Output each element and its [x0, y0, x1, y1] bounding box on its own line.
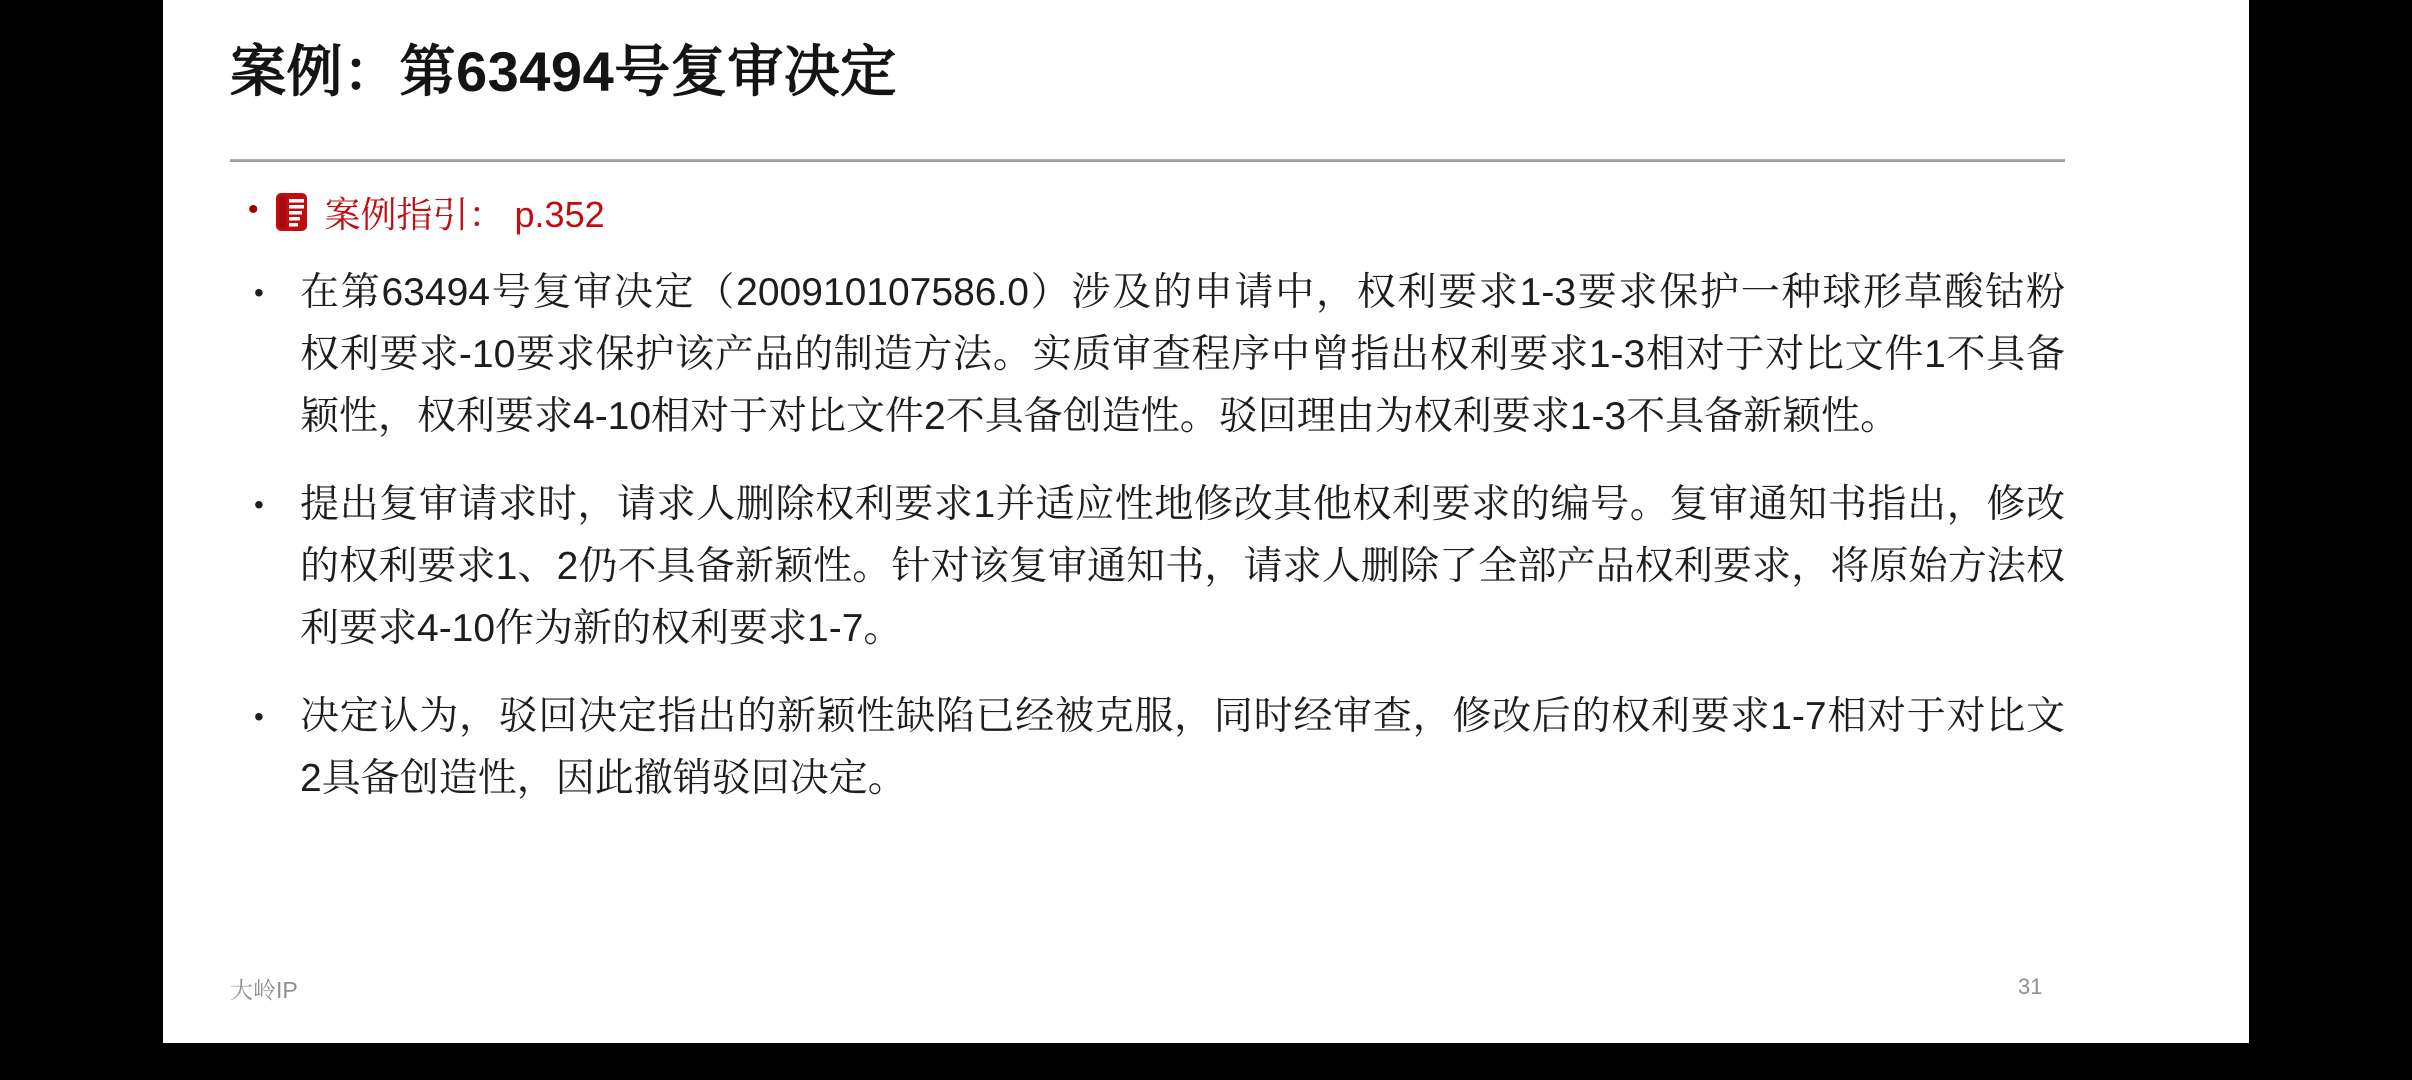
- text-line: 的权利要求1、2仍不具备新颖性。针对该复审通知书，请求人删除了全部产品权利要求，将原始方法权: [300, 545, 2065, 588]
- paragraph-2-lines: [300, 474, 2065, 660]
- footer-brand: 大岭IP: [230, 977, 298, 1003]
- slide-body: [230, 262, 2065, 836]
- paragraph-2: [230, 474, 2065, 660]
- paragraph-1-lines: [300, 262, 2065, 448]
- case-reference-label: 案例指引： p.352: [324, 193, 605, 235]
- bullet-marker: •: [254, 489, 264, 520]
- presentation-slide: [163, 0, 2249, 1043]
- text-line: 决定认为，驳回决定指出的新颖性缺陷已经被克服，同时经审查，修改后的权利要求1-7相对于对比文: [300, 695, 2065, 738]
- text-line: 利要求4-10作为新的权利要求1-7。: [300, 607, 903, 650]
- page-number: 31: [2018, 974, 2043, 999]
- page-title: 案例：第63494号复审决定: [230, 40, 897, 103]
- paragraph-1: [230, 262, 2065, 448]
- red-book-icon: [275, 191, 309, 233]
- bullet-marker: •: [254, 701, 264, 732]
- bullet-marker: •: [254, 277, 264, 308]
- text-line: 颖性，权利要求4-10相对于对比文件2不具备创造性。驳回理由为权利要求1-3不具备新颖性。: [300, 395, 1900, 438]
- case-reference-row: [248, 186, 605, 238]
- title-underline-rule: [230, 159, 2065, 162]
- text-line: 2具备创造性，因此撤销驳回决定。: [300, 757, 907, 800]
- text-line: 提出复审请求时，请求人删除权利要求1并适应性地修改其他权利要求的编号。复审通知书指出，修改: [300, 483, 2065, 526]
- paragraph-3: [230, 686, 2065, 810]
- text-line: 在第63494号复审决定（200910107586.0）涉及的申请中，权利要求1-3要求保护一种球形草酸钴粉: [300, 271, 2065, 314]
- bullet-marker: •: [248, 193, 259, 226]
- paragraph-3-lines: [300, 686, 2065, 810]
- text-line: 权利要求-10要求保护该产品的制造方法。实质审查程序中曾指出权利要求1-3相对于对比文件1不具备: [300, 333, 2065, 376]
